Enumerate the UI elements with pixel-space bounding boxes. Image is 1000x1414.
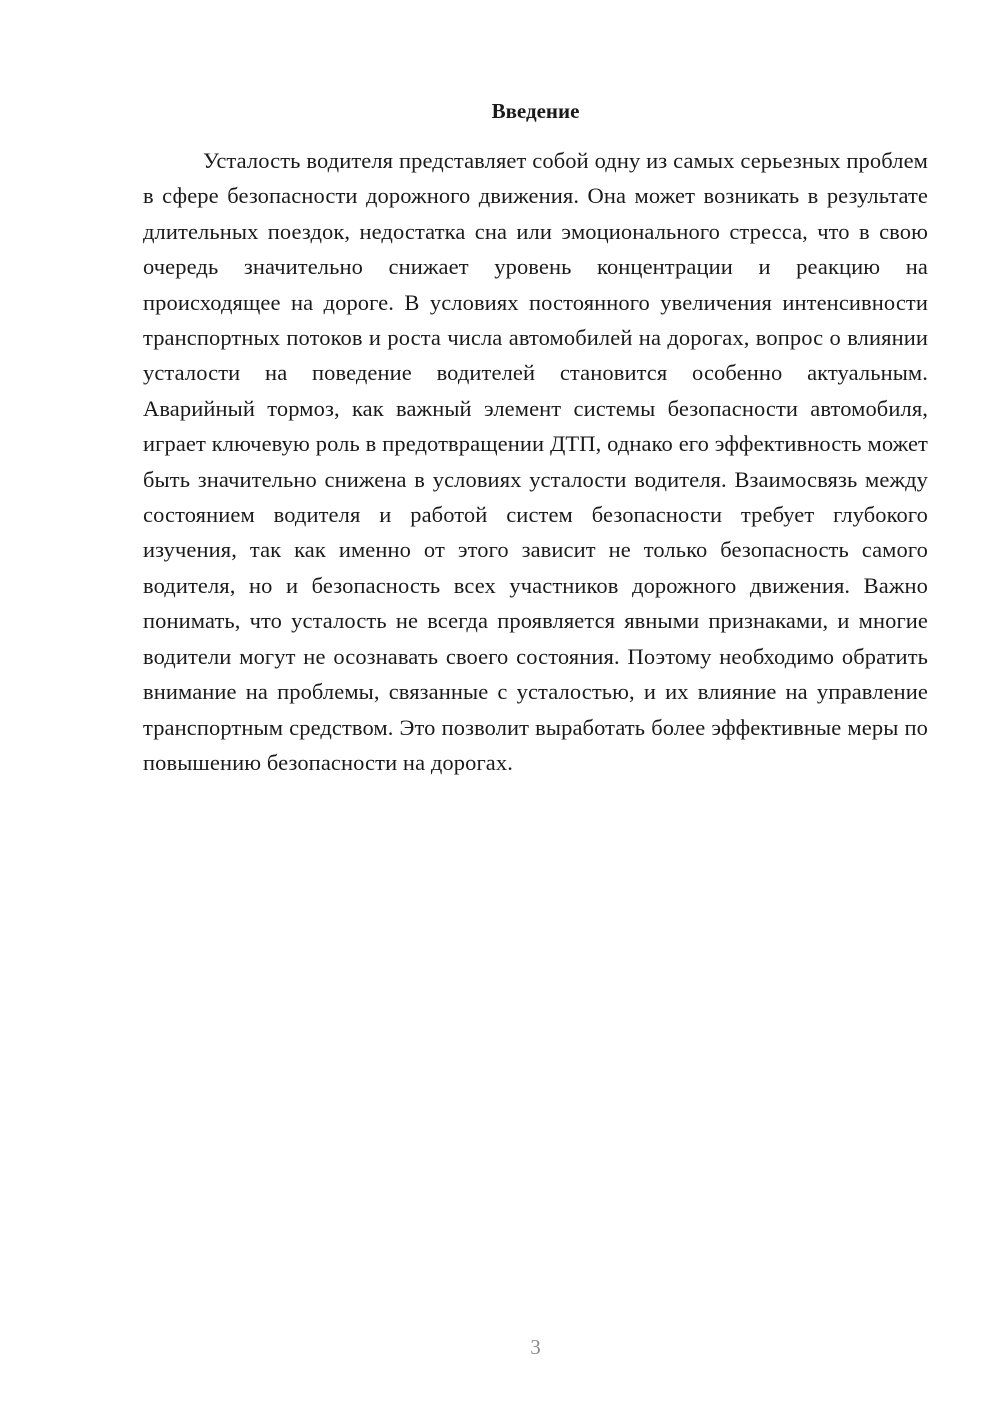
page-number: 3 [530, 1335, 541, 1359]
body-paragraph: Усталость водителя представляет собой одну из самых серьезных проблем в сфере безопасности дорожного движения. Она может возникать в результате длительных поездок, недостатка сна или эмоционального стресса, что в свою очередь значительно снижает уровень концентрации и реакцию на происходящее на дороге. В условиях постоянного увеличения интенсивности транспортных потоков и роста числа автомобилей на дорогах, вопрос о влиянии усталости на поведение водителей становится особенно актуальным. Аварийный тормоз, как важный элемент системы безопасности автомобиля, играет ключевую роль в предотвращении ДТП, однако его эффективность может быть значительно снижена в условиях усталости водителя. Взаимосвязь между состоянием водителя и работой систем безопасности требует глубокого изучения, так как именно от этого зависит не только безопасность самого водителя, но и безопасность всех участников дорожного движения. Важно понимать, что усталость не всегда проявляется явными признаками, и многие водители могут не осознавать своего состояния. Поэтому необходимо обратить внимание на проблемы, связанные с усталостью, и их влияние на управление транспортным средством. Это позволит выработать более эффективные меры по повышению безопасности на дорогах. [143, 148, 928, 775]
section-heading: Введение [491, 99, 580, 123]
